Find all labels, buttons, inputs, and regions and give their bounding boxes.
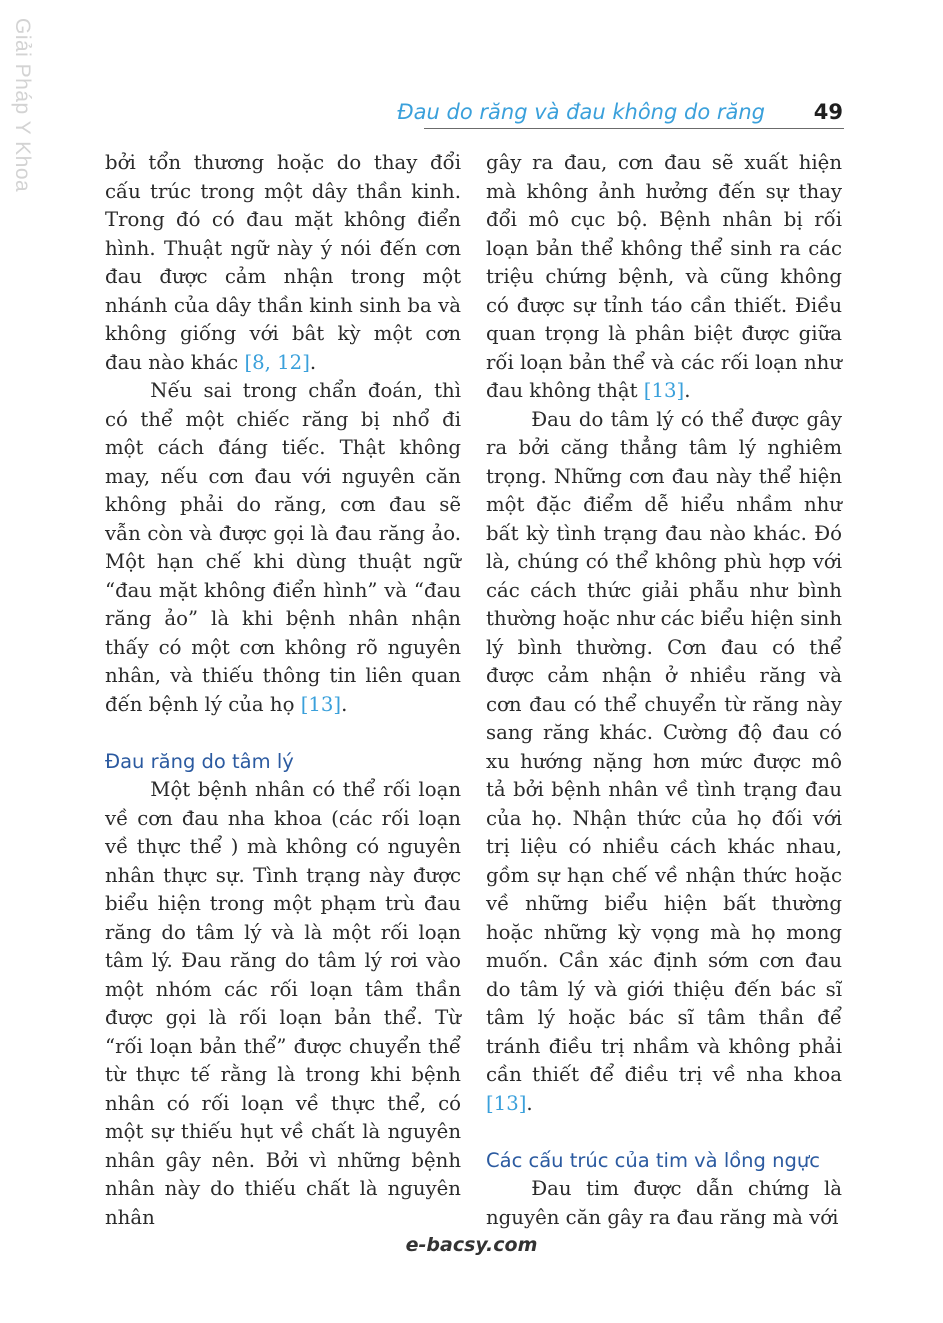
paragraph-text: bởi tổn thương hoặc do thay đổi cấu trúc trong một dây thần kinh. Trong đó có đau mặt không điển hình. Thuật ngữ này ý nói đến cơn đau được cảm nhận trong một nhánh của dây thần kinh sinh ba và không giống với bât kỳ một cơn đau nào khác: [105, 151, 461, 374]
side-watermark: Giải Pháp Y Khoa: [11, 18, 34, 193]
paragraph: [486, 1175, 842, 1232]
paragraph: [105, 377, 461, 719]
citation-link[interactable]: [13]: [300, 692, 342, 716]
paragraph: [105, 149, 461, 377]
paragraph: [486, 406, 842, 1119]
spacer: [105, 719, 461, 748]
citation-link[interactable]: [13]: [486, 1091, 527, 1115]
section-heading: Đau răng do tâm lý: [105, 749, 294, 773]
paragraph-end: .: [341, 692, 348, 716]
section-heading: Các cấu trúc của tim và lồng ngực: [486, 1148, 820, 1172]
paragraph-text: Đau do tâm lý có thể được gây ra bởi căng thẳng tâm lý nghiêm trọng. Những cơn đau này thể hiện một đặc điểm dễ hiểu nhầm như bất kỳ tình trạng đau nào khác. Đó là, chúng có thể không phù hợp với các cách thức giải phẫu như bình thường hoặc như các biểu hiện sinh lý bình thường. Cơn đau có thể được cảm nhận ở nhiều răng và cơn đau có thể chuyển từ răng này sang răng khác. Cường độ đau có xu hướng nặng hơn mức được mô tả bởi bệnh nhân về tình trạng đau của họ. Nhận thức của họ đối với trị liệu có nhiều cách khác nhau, gồm sự hạn chế về nhận thức hoặc về những biểu hiện bất thường hoặc những kỳ vọng mà họ mong muốn. Cần xác định sớm cơn đau do tâm lý và giới thiệu đến bác sĩ tâm lý hoặc bác sĩ tâm thần để tránh điều trị nhầm và không phải cần thiết để điều trị về nha khoa: [486, 407, 842, 1086]
citation-link[interactable]: [8, 12]: [244, 350, 310, 374]
page-number: 49: [813, 100, 843, 124]
left-column: [105, 149, 461, 1232]
spacer: [486, 1118, 842, 1147]
paragraph: [486, 149, 842, 406]
paragraph-text: Đau tim được dẫn chứng là nguyên căn gây ra đau răng mà với: [486, 1177, 842, 1229]
citation-link[interactable]: [13]: [643, 379, 685, 402]
paragraph-end: .: [526, 1091, 533, 1115]
footer-site: e-bacsy.com: [405, 1234, 538, 1256]
paragraph: [105, 776, 461, 1232]
running-title: Đau do răng và đau không do răng: [397, 100, 765, 124]
paragraph-end: .: [309, 350, 317, 374]
paragraph-text: Nếu sai trong chẩn đoán, thì có thể một chiếc răng bị nhổ đi một cách đáng tiếc. Thật không may, nếu cơn đau với nguyên căn không phải do răng, cơn đau sẽ vẫn còn và được gọi là đau răng ảo. Một hạn chế khi dùng thuật ngữ “đau mặt không điển hình” và “đau răng ảo” là khi bệnh nhân nhận thấy có một cơn không rõ nguyên nhân, và thiếu thông tin liên quan đến bệnh lý của họ: [105, 379, 461, 716]
paragraph-text: Một bệnh nhân có thể rối loạn về cơn đau nha khoa (các rối loạn về thực thể ) mà không có nguyên nhân thực sự. Tình trạng này được biểu hiện trong một phạm trù đau răng do tâm lý và là một rối loạn tâm lý. Đau răng do tâm lý rơi vào một nhóm các rối loạn tâm thần được gọi là rối loạn bản thể. Từ “rối loạn bản thể” được chuyển thể từ thực tế rằng là trong khi bệnh nhân có rối loạn về thực thể, có một sự thiếu hụt về chất là nguyên nhân gây nên. Bởi vì những bệnh nhân này do thiếu chất là nguyên nhân: [105, 778, 461, 1229]
right-column: [486, 149, 842, 1232]
paragraph-end: .: [684, 379, 691, 402]
header-rule: [424, 128, 844, 129]
paragraph-text: gây ra đau, cơn đau sẽ xuất hiện mà không ảnh hưởng đến sự thay đổi mô cục bộ. Bệnh nhân bị rối loạn bản thể không thể sinh ra các triệu chứng bệnh, và cũng không có được sự tỉnh táo cần thiết. Điều quan trọng là phân biệt được giữa rối loạn bản thể và các rối loạn như đau không thật: [486, 151, 842, 402]
